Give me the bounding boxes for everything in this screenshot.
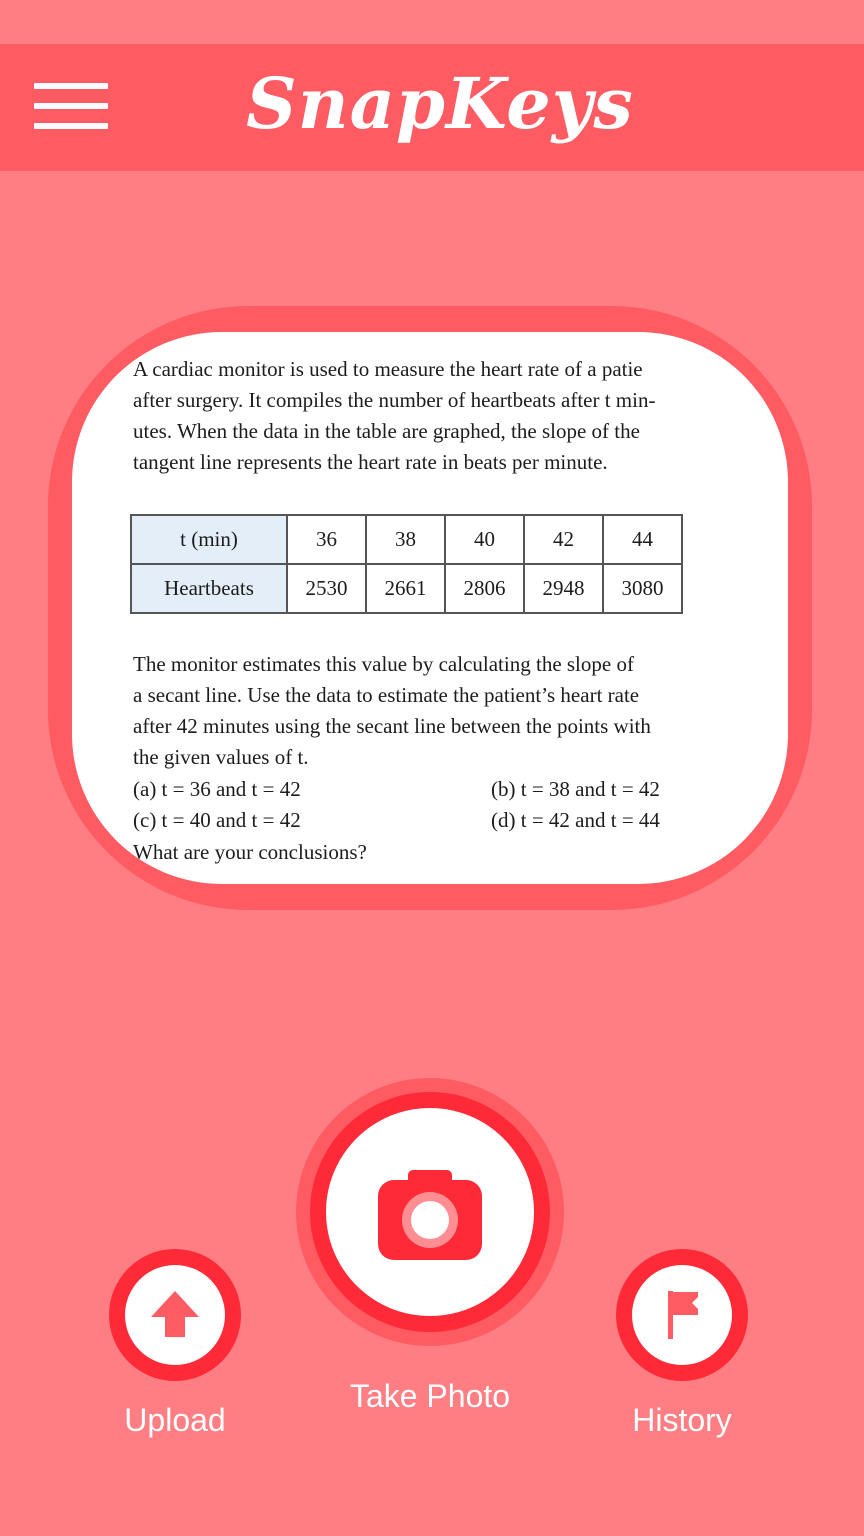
table-cell: 3080 (603, 564, 682, 613)
app-title: SnapKeys (246, 62, 634, 145)
problem-parts (133, 774, 788, 836)
menu-line (34, 123, 108, 129)
text-line: after surgery. It compiles the number of heartbeats after t min- (133, 388, 656, 412)
table-header-cell: Heartbeats (131, 564, 287, 613)
parts-row (133, 805, 788, 836)
upload-label: Upload (124, 1402, 226, 1438)
photo-preview (72, 332, 788, 884)
text-line: after 42 minutes using the secant line between the points with (133, 714, 651, 738)
text-line: The monitor estimates this value by calculating the slope of (133, 652, 634, 676)
table-cell: 36 (287, 515, 366, 564)
table-cell: 42 (524, 515, 603, 564)
table-cell: 2948 (524, 564, 603, 613)
menu-line (34, 103, 108, 109)
menu-line (34, 83, 108, 89)
part-item: (a) t = 36 and t = 42 (133, 777, 301, 801)
problem-conclusion: What are your conclusions? (133, 840, 367, 864)
text-line: utes. When the data in the table are graphed, the slope of the (133, 419, 640, 443)
problem-number: . (106, 354, 112, 378)
text-line: the given values of t. (133, 745, 309, 769)
upload-button-inner (125, 1265, 225, 1365)
upload-arrow-icon (149, 1289, 201, 1341)
table-cell: 38 (366, 515, 445, 564)
history-label: History (632, 1402, 732, 1438)
history-button-inner (632, 1265, 732, 1365)
upload-button[interactable] (109, 1249, 241, 1381)
parts-row (133, 774, 788, 805)
table-row (131, 564, 682, 613)
camera-icon (378, 1170, 482, 1260)
part-item: (b) t = 38 and t = 42 (491, 777, 660, 801)
flag-icon (656, 1289, 708, 1341)
take-photo-label: Take Photo (349, 1378, 511, 1414)
table-cell: 2661 (366, 564, 445, 613)
photo-preview-frame (48, 306, 812, 910)
text-line: tangent line represents the heart rate in beats per minute. (133, 450, 608, 474)
take-photo-ring (310, 1092, 550, 1332)
history-button[interactable] (616, 1249, 748, 1381)
part-item: (d) t = 42 and t = 44 (491, 808, 660, 832)
app-bar (0, 44, 864, 171)
take-photo-button[interactable] (296, 1078, 564, 1346)
data-table (130, 514, 683, 614)
status-bar (0, 0, 864, 44)
table-cell: 40 (445, 515, 524, 564)
problem-intro (133, 354, 788, 478)
text-line: A cardiac monitor is used to measure the heart rate of a patie (133, 357, 643, 381)
text-line: a secant line. Use the data to estimate the patient’s heart rate (133, 683, 640, 707)
problem-body (133, 649, 788, 773)
table-cell: 2806 (445, 564, 524, 613)
hamburger-menu-icon[interactable] (22, 66, 120, 146)
table-header-cell: t (min) (131, 515, 287, 564)
table-row (131, 515, 682, 564)
part-item: (c) t = 40 and t = 42 (133, 808, 301, 832)
table-cell: 2530 (287, 564, 366, 613)
take-photo-inner (326, 1108, 534, 1316)
table-cell: 44 (603, 515, 682, 564)
